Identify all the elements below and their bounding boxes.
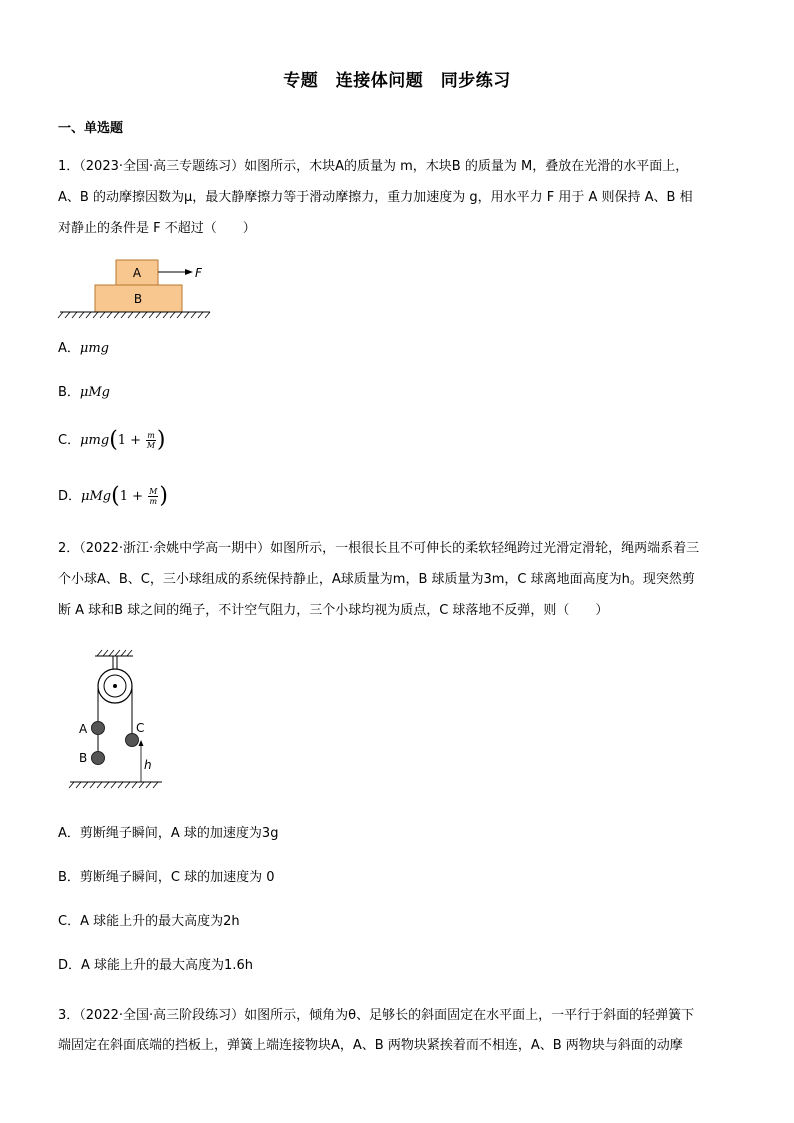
q1-option-b[interactable] [58,382,110,404]
force-label: F [195,266,202,280]
q2-option-a[interactable]: A．剪断绳子瞬间，A 球的加速度为3g [58,826,279,841]
q1-option-c-expr: μmg [80,433,110,448]
pulley-axle [113,684,117,688]
ground-hatch [58,312,210,318]
q1-option-d-one-plus: 1 + [119,489,148,504]
q1-option-c-fraction [146,431,156,450]
question-1-line-3: 对静止的条件是 F 不超过（ ） [58,221,256,236]
ball-a [92,722,105,735]
force-arrowhead [185,269,193,275]
right-paren: ) [159,483,168,509]
q1-option-d[interactable] [58,483,168,509]
ceiling-hatch [97,650,132,656]
question-3-line-1: 3．（2022·全国·高三阶段练习）如图所示，倾角为θ、足够长的斜面固定在水平面上，一平行于斜面的轻弹簧下 [58,1008,695,1023]
block-b-label: B [133,292,143,306]
q1-option-a[interactable] [58,338,109,360]
height-label: h [144,758,152,772]
q1-option-d-label: D． [58,489,82,504]
fraction-denominator: M [146,441,156,450]
height-arrowhead-top [139,740,144,746]
q1-option-c[interactable] [58,427,166,453]
page-title: 专题 连接体问题 同步练习 [283,71,511,91]
ball-c-label: C [136,721,145,735]
fraction-denominator: m [149,497,158,506]
question-2-line-3: 断 A 球和B 球之间的绳子，不计空气阻力，三个小球均视为质点，C 球落地不反弹，则（ ） [58,603,609,618]
q1-option-c-label: C． [58,433,81,448]
left-paren: ( [109,427,118,453]
left-paren: ( [111,483,120,509]
q2-option-b[interactable]: B．剪断绳子瞬间，C 球的加速度为 0 [58,870,275,885]
question-2-line-2: 个小球A、B、C，三小球组成的系统保持静止，A球质量为m，B 球质量为3m，C 球离地面高度为h。现突然剪 [58,572,695,587]
right-paren: ) [156,427,166,453]
ball-a-label: A [79,722,88,736]
q1-option-d-expr: μMg [81,489,112,504]
ball-b-label: B [79,751,88,765]
fraction-numerator: M [149,487,158,496]
question-1-line-1: 1．（2023·全国·高三专题练习）如图所示，木块A的质量为 m，木块B 的质量为 M，叠放在光滑的水平面上， [58,159,689,174]
question-2-line-1: 2．（2022·浙江·余姚中学高一期中）如图所示，一根很长且不可伸长的柔软轻绳跨过光滑定滑轮，绳两端系着三 [58,541,700,556]
ground-hatch [69,782,158,788]
question-2-figure [65,648,175,793]
q2-option-c[interactable]: C．A 球能上升的最大高度为2h [58,914,240,929]
ball-c [126,734,139,747]
q1-option-a-expr: μmg [79,341,110,356]
question-1-figure [55,255,215,325]
q2-option-d[interactable]: D．A 球能上升的最大高度为1.6h [58,958,253,973]
block-a-label: A [132,266,142,280]
section-title: 一、单选题 [58,121,124,136]
q1-option-c-one-plus: 1 + [117,433,146,448]
q1-option-b-label: B． [58,385,80,400]
q1-option-d-fraction [148,487,158,506]
fraction-numerator: m [147,431,155,440]
question-1-line-2: A、B 的动摩擦因数为μ，最大静摩擦力等于滑动摩擦力，重力加速度为 g，用水平力 F 用于 A 则保持 A、B 相 [58,190,693,205]
q1-option-b-expr: μMg [79,385,111,400]
ball-b [92,752,105,765]
q1-option-a-label: A． [58,341,80,356]
question-3-line-2: 端固定在斜面底端的挡板上，弹簧上端连接物块A，A、B 两物块紧挨着而不相连，A、B 两物块与斜面的动摩 [58,1038,683,1053]
